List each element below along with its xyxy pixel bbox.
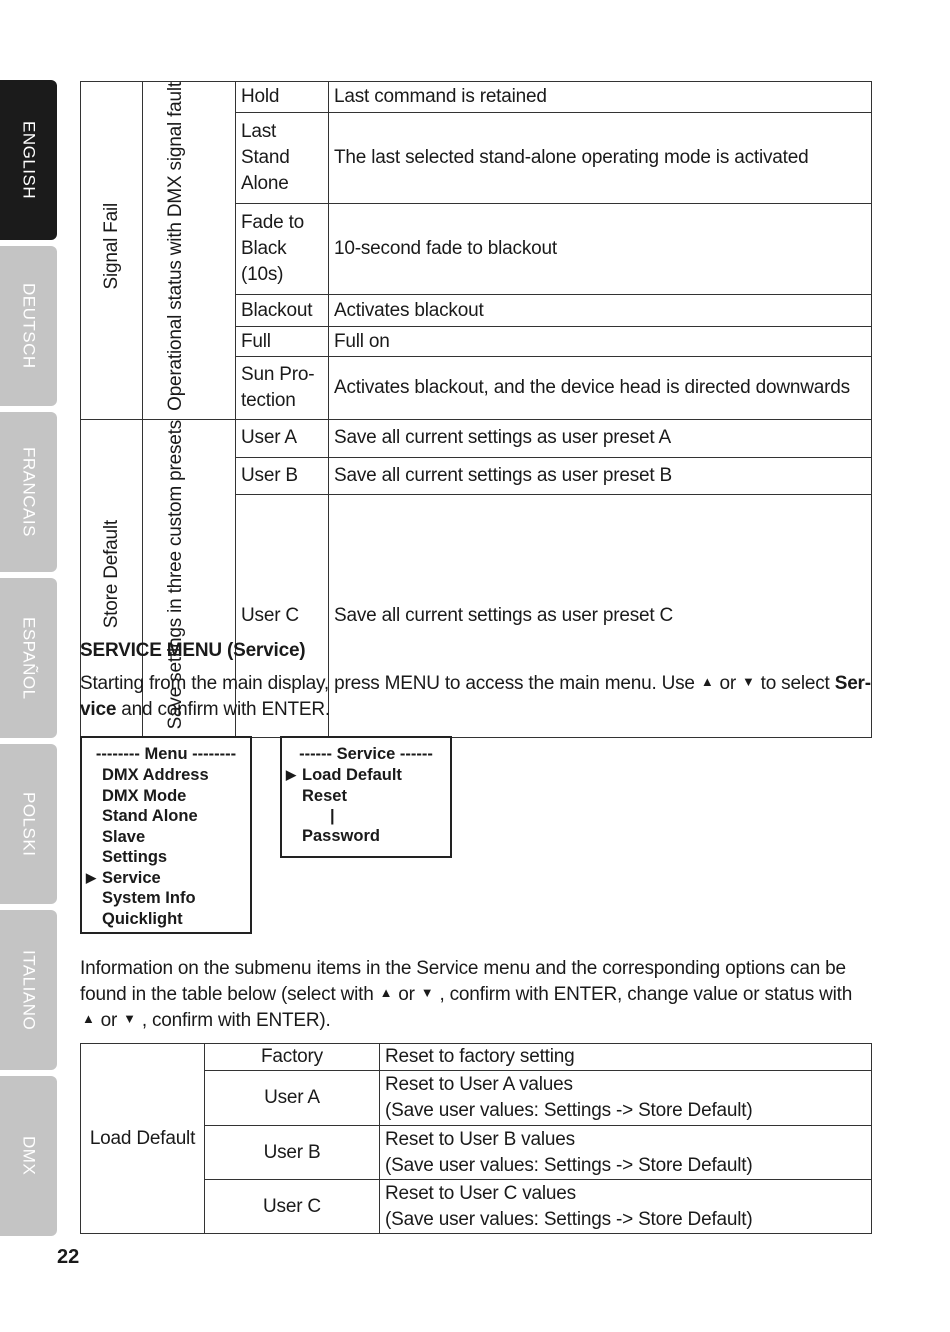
- tab-label: DMX: [19, 1136, 39, 1176]
- option-cell: Blackout: [236, 295, 329, 327]
- info-text: , confirm with ENTER, change value or status with: [439, 984, 853, 1006]
- intro-text: Starting from the main display, press MENU to access the main menu. Use: [80, 673, 695, 695]
- tab-italiano[interactable]: [0, 910, 57, 1070]
- option-cell: User C: [205, 1180, 380, 1234]
- tab-english[interactable]: [0, 80, 57, 240]
- intro-or: or: [719, 673, 736, 695]
- menu-title: -------- Menu --------: [95, 745, 237, 763]
- menu-item: DMX Mode: [102, 786, 187, 805]
- tab-francais[interactable]: [0, 412, 57, 572]
- option-cell: User C: [236, 495, 329, 738]
- triangle-up-icon: ▲: [82, 1011, 95, 1027]
- intro-text: to select: [760, 673, 830, 695]
- group-description: Operational status with DMX signal fault: [165, 82, 186, 411]
- info-text: , confirm with ENTER).: [141, 1010, 331, 1032]
- option-cell: Fade to Black (10s): [236, 204, 329, 295]
- description-cell: [380, 1044, 872, 1071]
- option-cell: Full: [236, 326, 329, 357]
- tab-label: ITALIANO: [19, 949, 39, 1031]
- description-cell: The last selected stand-alone operating mode is activated: [329, 112, 872, 204]
- description-cell: Save all current settings as user preset A: [329, 419, 872, 457]
- tab-polski[interactable]: [0, 744, 57, 904]
- description-line: (Save user values: Settings -> Store Default): [385, 1208, 753, 1230]
- option-cell: User A: [236, 419, 329, 457]
- tab-label: ENGLISH: [19, 120, 39, 200]
- tab-deutsch[interactable]: [0, 246, 57, 406]
- menu-item: Slave: [102, 827, 146, 846]
- description-cell: [380, 1071, 872, 1126]
- triangle-down-icon: ▼: [420, 985, 434, 1000]
- tab-label: FRANCAIS: [19, 447, 39, 537]
- option-cell: Last Stand Alone: [236, 112, 329, 204]
- description-cell: Activates blackout, and the device head is directed downwards: [329, 357, 872, 419]
- table-row: [81, 1044, 872, 1071]
- menu-item: Password: [302, 827, 380, 845]
- page-number: 22: [57, 1246, 80, 1268]
- menu-item: System Info: [102, 889, 196, 907]
- table-row: [81, 419, 872, 457]
- option-cell: Factory: [205, 1044, 380, 1071]
- description-line: Reset to User A values: [385, 1074, 573, 1095]
- menu-item: Settings: [102, 848, 168, 866]
- option-cell: Hold: [236, 82, 329, 113]
- table-row: [81, 82, 872, 113]
- info-paragraph: [80, 956, 875, 1034]
- menu-title: ------ Service ------: [299, 745, 433, 763]
- description-cell: Last command is retained: [329, 82, 872, 113]
- group-name: Signal Fail: [100, 203, 122, 290]
- option-cell: User B: [205, 1126, 380, 1180]
- info-text: Information on the submenu items in the Service menu and the corresponding options can be found in the table below (select with: [80, 958, 846, 1006]
- tab-label: DEUTSCH: [19, 283, 39, 369]
- intro-text: and confirm with ENTER.: [121, 699, 330, 721]
- triangle-down-icon: ▼: [741, 674, 755, 689]
- triangle-up-icon: ▲: [379, 985, 393, 1000]
- main-menu-display: [80, 736, 252, 934]
- group-desc-cell: [143, 82, 236, 420]
- menu-item: Quicklight: [102, 909, 183, 928]
- group-description: Save settings in three custom presets: [165, 419, 186, 730]
- description-line: Reset to factory setting: [385, 1046, 575, 1067]
- description-line: Reset to User C values: [385, 1182, 576, 1204]
- section-heading: SERVICE MENU (Service): [80, 640, 306, 661]
- menu-item: Reset: [302, 786, 347, 805]
- description-cell: [380, 1180, 872, 1234]
- menu-item: DMX Address: [102, 766, 209, 784]
- menu-item: Stand Alone: [102, 807, 198, 825]
- info-or: or: [100, 1010, 118, 1032]
- group-name: Store Default: [100, 520, 122, 629]
- load-default-table: [80, 1043, 872, 1234]
- tab-label: ESPAÑOL: [19, 616, 39, 700]
- description-cell: [380, 1126, 872, 1180]
- tab-label: POLSKI: [19, 791, 39, 857]
- description-cell: Save all current settings as user preset C: [329, 495, 872, 738]
- description-cell: 10-second fade to blackout: [329, 204, 872, 295]
- description-cell: Activates blackout: [329, 295, 872, 327]
- service-menu-display: [280, 736, 452, 858]
- description-cell: Save all current settings as user preset B: [329, 457, 872, 495]
- triangle-up-icon: ▲: [700, 674, 714, 689]
- tab-espanol[interactable]: [0, 578, 57, 738]
- group-name: Load Default: [81, 1044, 205, 1234]
- description-line: Reset to User B values: [385, 1128, 575, 1150]
- intro-paragraph: [80, 671, 875, 723]
- language-tabs: [0, 80, 57, 1242]
- option-cell: Sun Pro-tection: [236, 357, 329, 419]
- description-line: (Save user values: Settings -> Store Default): [385, 1154, 753, 1176]
- group-cell: [81, 82, 143, 420]
- tab-dmx[interactable]: [0, 1076, 57, 1236]
- description-line: (Save user values: Settings -> Store Default): [385, 1100, 753, 1121]
- triangle-down-icon: ▼: [123, 1011, 136, 1027]
- description-cell: Full on: [329, 326, 872, 357]
- intro-bold: Ser-vice: [80, 673, 871, 721]
- scroll-cursor: |: [330, 807, 335, 825]
- menu-item-selected: ▶ Load Default: [282, 765, 450, 786]
- menu-item-selected: ▶ Service: [82, 868, 250, 889]
- info-or: or: [398, 984, 415, 1006]
- option-cell: User B: [236, 457, 329, 495]
- option-cell: User A: [205, 1071, 380, 1126]
